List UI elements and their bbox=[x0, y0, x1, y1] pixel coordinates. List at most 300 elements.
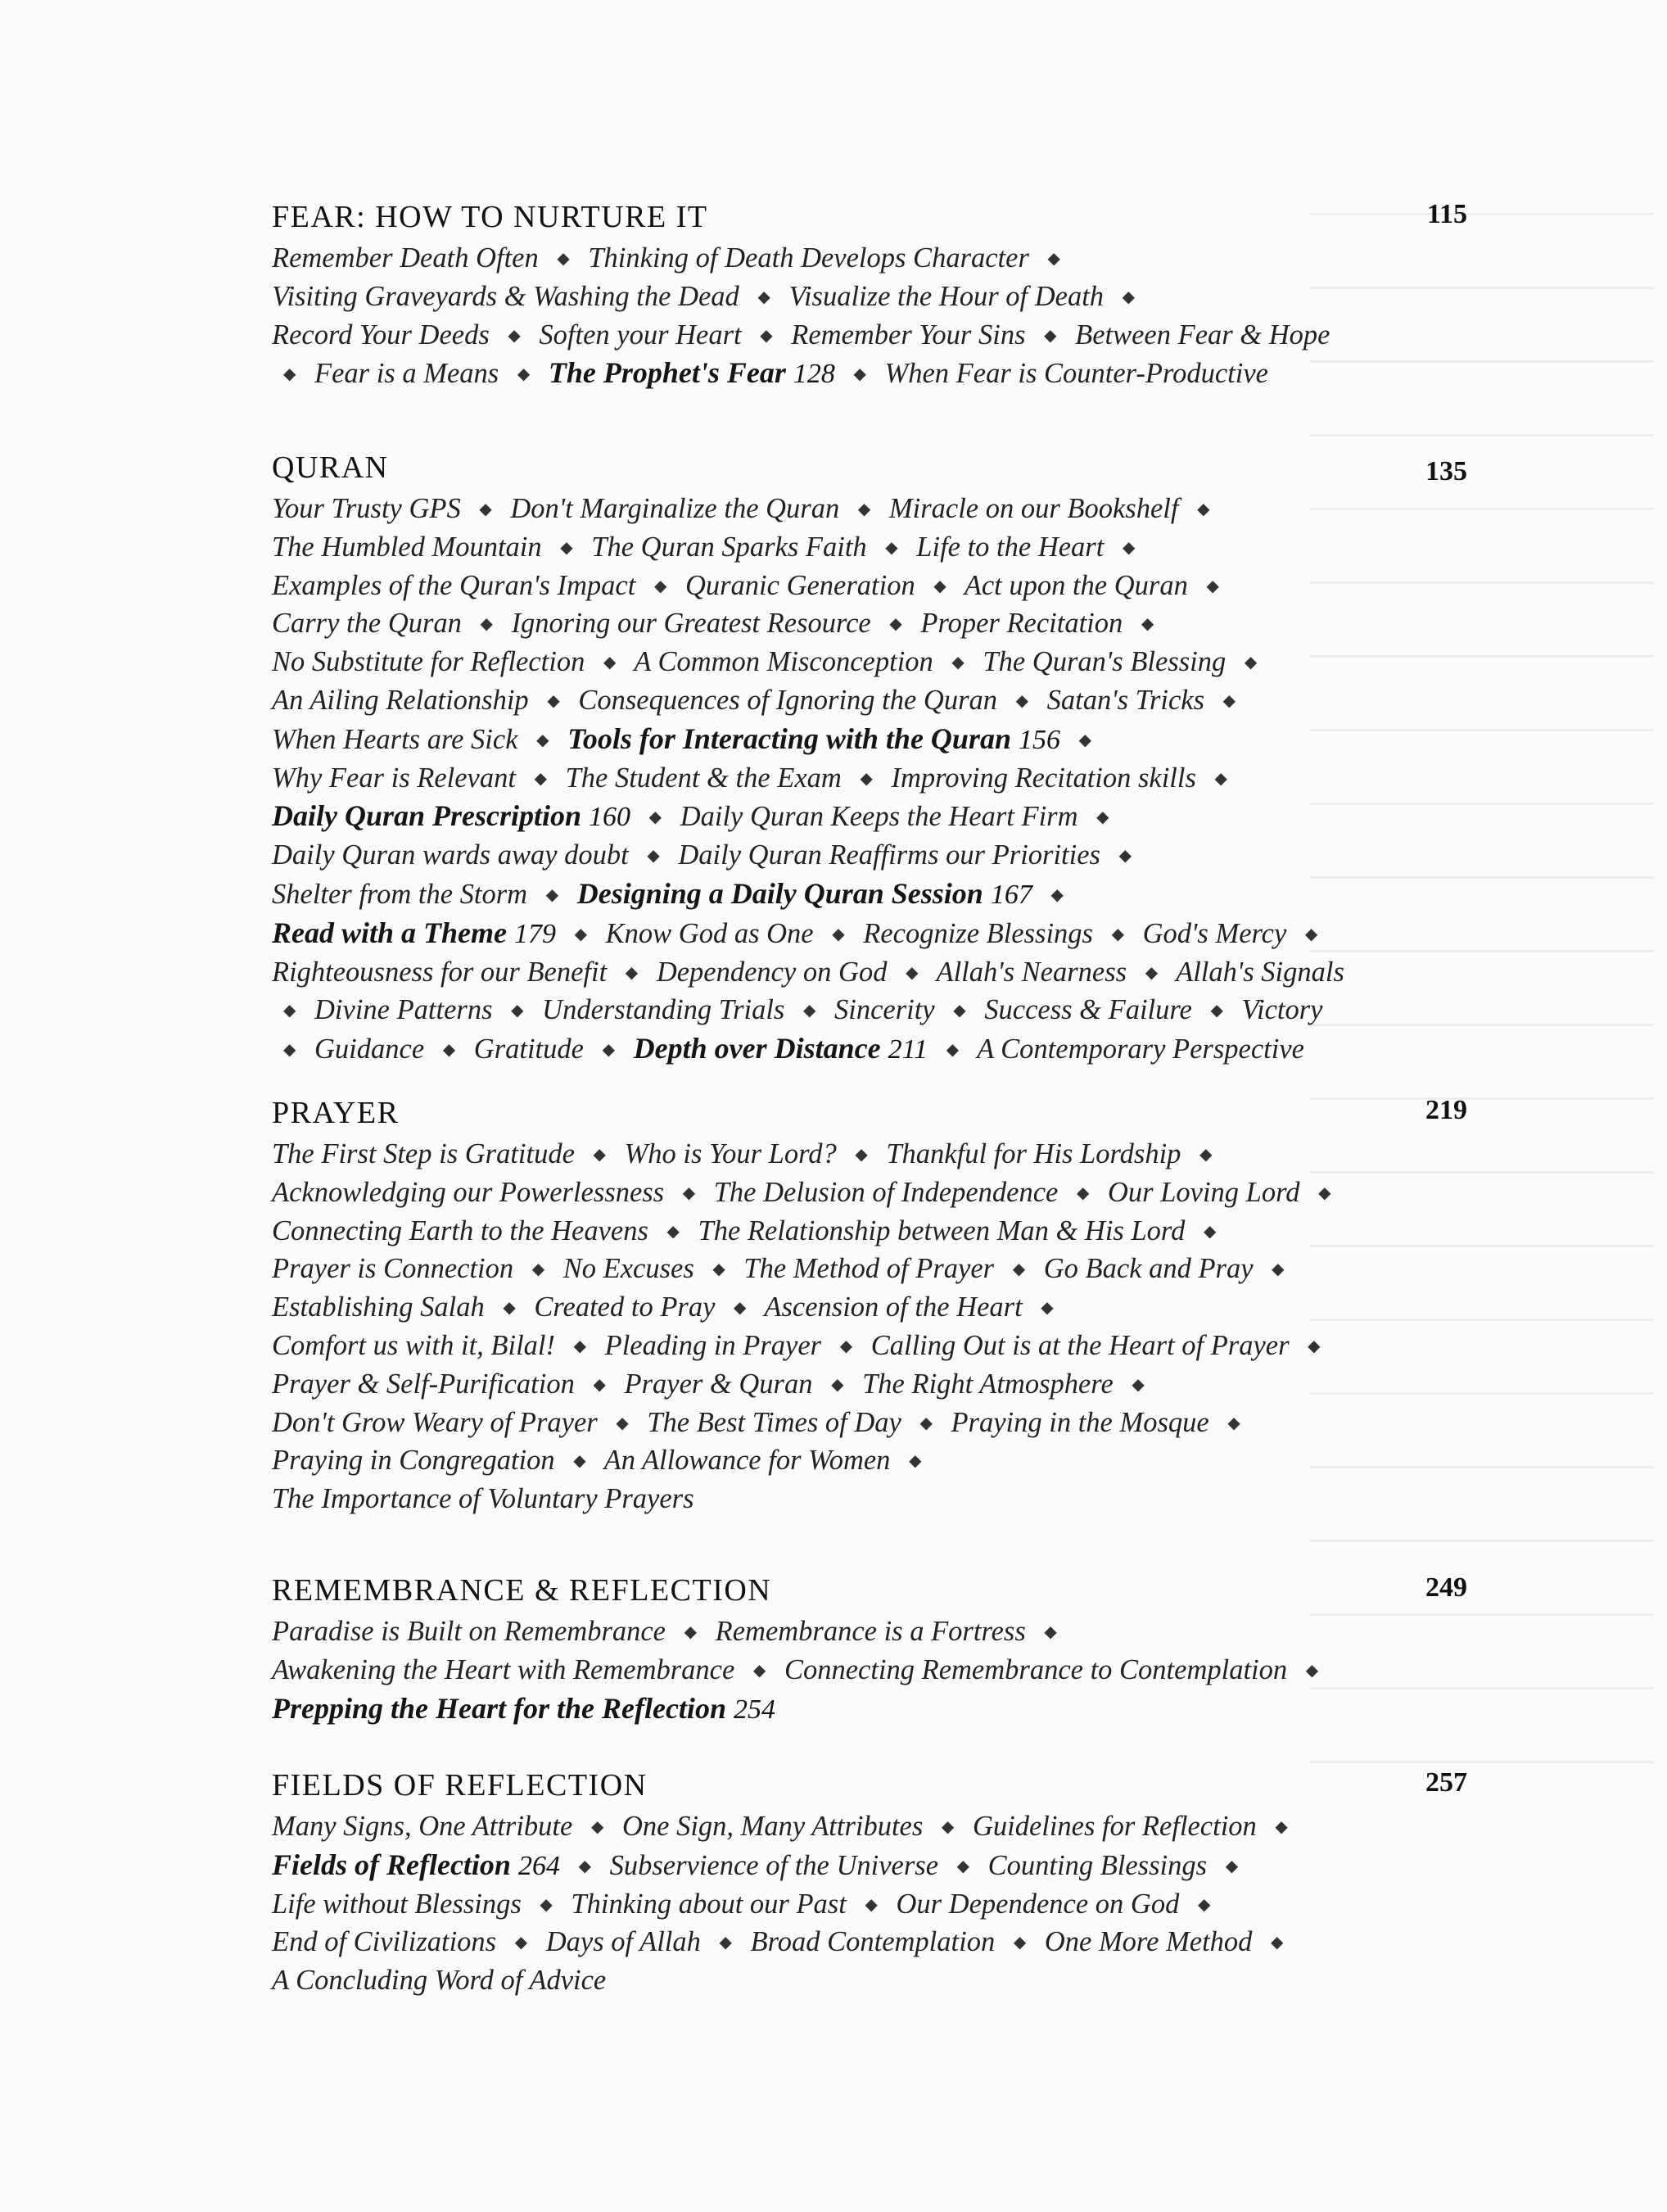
toc-section bbox=[272, 1095, 1467, 1518]
diamond-separator-icon: ◆ bbox=[283, 1041, 296, 1060]
diamond-separator-icon: ◆ bbox=[590, 1818, 604, 1836]
diamond-separator-icon: ◆ bbox=[1012, 1260, 1026, 1279]
subsection-topic bbox=[272, 1848, 560, 1881]
topic-label: When Hearts are Sick bbox=[272, 723, 518, 755]
topic-item bbox=[272, 493, 461, 524]
section-title: FEAR: HOW TO NURTURE IT bbox=[272, 200, 708, 234]
diamond-separator-icon: ◆ bbox=[1050, 885, 1064, 904]
diamond-separator-icon: ◆ bbox=[574, 925, 588, 943]
diamond-separator-icon: ◆ bbox=[909, 1452, 922, 1471]
topic-item bbox=[272, 1253, 513, 1284]
subsection-topic bbox=[549, 356, 835, 389]
topic-item bbox=[657, 957, 888, 988]
topic-item bbox=[1176, 957, 1344, 988]
diamond-separator-icon: ◆ bbox=[1275, 1818, 1288, 1836]
diamond-separator-icon: ◆ bbox=[573, 1337, 587, 1355]
subsection-topic bbox=[577, 877, 1032, 910]
section-heading bbox=[272, 1095, 1467, 1136]
diamond-separator-icon: ◆ bbox=[1222, 691, 1236, 710]
section-title: FIELDS OF REFLECTION bbox=[272, 1768, 648, 1803]
topic-label: An Allowance for Women bbox=[603, 1445, 891, 1477]
topic-label: One More Method bbox=[1044, 1926, 1253, 1958]
diamond-separator-icon: ◆ bbox=[283, 365, 296, 384]
topic-label: When Fear is Counter-Productive bbox=[884, 358, 1268, 390]
topic-label: Dependency on God bbox=[656, 956, 888, 988]
diamond-separator-icon: ◆ bbox=[653, 577, 667, 595]
topic-item bbox=[272, 762, 516, 794]
topic-label: Ascension of the Heart bbox=[764, 1291, 1023, 1323]
topic-label: Satan's Tricks bbox=[1046, 684, 1205, 716]
topic-item bbox=[634, 646, 933, 677]
topic-item bbox=[1044, 1253, 1254, 1284]
topic-item bbox=[272, 570, 635, 601]
diamond-separator-icon: ◆ bbox=[760, 326, 773, 345]
topic-label: A Contemporary Perspective bbox=[977, 1034, 1304, 1065]
topic-label: Consequences of Ignoring the Quran bbox=[578, 684, 998, 716]
topic-label: Improving Recitation skills bbox=[891, 762, 1196, 794]
topic-item bbox=[885, 358, 1268, 389]
topic-label: Paradise is Built on Remembrance bbox=[272, 1616, 666, 1647]
topic-label: Prayer is Connection bbox=[272, 1253, 514, 1285]
topic-page-number: 211 bbox=[888, 1034, 928, 1065]
topic-item bbox=[1047, 685, 1204, 716]
diamond-separator-icon: ◆ bbox=[534, 769, 547, 788]
topic-label: The Delusion of Independence bbox=[713, 1176, 1059, 1208]
topic-item bbox=[871, 1330, 1290, 1361]
topic-label: Designing a Daily Quran Session bbox=[576, 876, 983, 910]
topic-item bbox=[272, 608, 462, 639]
diamond-separator-icon: ◆ bbox=[1047, 250, 1060, 268]
diamond-separator-icon: ◆ bbox=[536, 731, 549, 749]
topic-page-number: 264 bbox=[517, 1850, 560, 1881]
topic-list bbox=[272, 1136, 1353, 1518]
topic-label: Fields of Reflection bbox=[272, 1848, 511, 1881]
topic-label: End of Civilizations bbox=[272, 1926, 497, 1958]
diamond-separator-icon: ◆ bbox=[283, 1002, 296, 1020]
topic-label: Don't Grow Weary of Prayer bbox=[272, 1406, 598, 1438]
diamond-separator-icon: ◆ bbox=[1132, 1375, 1145, 1394]
topic-item bbox=[1241, 994, 1322, 1025]
topic-item bbox=[314, 994, 493, 1025]
topic-item bbox=[920, 608, 1123, 639]
topic-item bbox=[474, 1034, 584, 1065]
topic-label: Victory bbox=[1241, 994, 1323, 1026]
diamond-separator-icon: ◆ bbox=[647, 847, 660, 866]
topic-label: Shelter from the Storm bbox=[272, 878, 528, 910]
diamond-separator-icon: ◆ bbox=[1199, 1146, 1213, 1164]
topic-label: Who is Your Lord? bbox=[624, 1138, 837, 1169]
diamond-separator-icon: ◆ bbox=[1044, 326, 1057, 345]
topic-label: Life without Blessings bbox=[272, 1888, 522, 1920]
diamond-separator-icon: ◆ bbox=[1203, 1222, 1217, 1241]
diamond-separator-icon: ◆ bbox=[734, 1299, 747, 1318]
topic-item bbox=[610, 1850, 938, 1881]
section-heading bbox=[272, 450, 1467, 491]
topic-item bbox=[889, 493, 1179, 524]
topic-label: Prepping the Heart for the Reflection bbox=[272, 1691, 726, 1725]
topic-item bbox=[512, 608, 871, 639]
diamond-separator-icon: ◆ bbox=[1013, 1934, 1027, 1952]
diamond-separator-icon: ◆ bbox=[684, 1623, 698, 1641]
topic-item bbox=[892, 762, 1196, 794]
topic-label: Life to the Heart bbox=[916, 531, 1105, 563]
topic-item bbox=[272, 1368, 575, 1400]
topic-item bbox=[546, 1926, 701, 1957]
topic-label: Praying in Congregation bbox=[272, 1445, 555, 1477]
diamond-separator-icon: ◆ bbox=[480, 615, 493, 634]
topic-item bbox=[272, 1483, 694, 1514]
topic-item bbox=[984, 994, 1192, 1025]
topic-label: Praying in the Mosque bbox=[951, 1406, 1209, 1438]
topic-label: The Relationship between Man & His Lord bbox=[698, 1215, 1186, 1246]
subsection-topic bbox=[634, 1032, 928, 1065]
diamond-separator-icon: ◆ bbox=[1197, 1895, 1211, 1914]
topic-item bbox=[951, 1407, 1208, 1438]
topic-label: Thinking about our Past bbox=[571, 1888, 847, 1920]
topic-item bbox=[977, 1034, 1304, 1065]
topic-item bbox=[604, 1445, 891, 1476]
topic-item bbox=[678, 839, 1100, 871]
diamond-separator-icon: ◆ bbox=[889, 615, 902, 634]
diamond-separator-icon: ◆ bbox=[602, 1041, 615, 1060]
diamond-separator-icon: ◆ bbox=[1197, 500, 1210, 518]
topic-item bbox=[272, 532, 542, 563]
diamond-separator-icon: ◆ bbox=[853, 365, 866, 384]
toc-section bbox=[272, 199, 1467, 394]
topic-item bbox=[272, 1654, 734, 1685]
topic-label: No Substitute for Reflection bbox=[272, 646, 585, 678]
diamond-separator-icon: ◆ bbox=[508, 326, 521, 345]
topic-item bbox=[751, 1926, 996, 1957]
topic-item bbox=[788, 281, 1104, 312]
topic-item bbox=[272, 1616, 666, 1647]
topic-item bbox=[566, 762, 842, 794]
topic-item bbox=[272, 1926, 496, 1957]
section-page-number: 219 bbox=[1425, 1095, 1467, 1125]
topic-item bbox=[764, 1291, 1022, 1323]
toc-section bbox=[272, 450, 1467, 1070]
diamond-separator-icon: ◆ bbox=[1227, 1414, 1240, 1432]
topic-label: Subservience of the Universe bbox=[609, 1849, 939, 1881]
diamond-separator-icon: ◆ bbox=[1318, 1183, 1331, 1202]
diamond-separator-icon: ◆ bbox=[712, 1260, 725, 1279]
diamond-separator-icon: ◆ bbox=[1111, 925, 1124, 943]
topic-label: Calling Out is at the Heart of Prayer bbox=[870, 1329, 1290, 1361]
diamond-separator-icon: ◆ bbox=[860, 769, 873, 788]
diamond-separator-icon: ◆ bbox=[1122, 287, 1136, 306]
topic-label: Our Dependence on God bbox=[896, 1888, 1180, 1920]
topic-label: Examples of the Quran's Impact bbox=[272, 569, 636, 601]
diamond-separator-icon: ◆ bbox=[1305, 1661, 1319, 1680]
diamond-separator-icon: ◆ bbox=[573, 1452, 586, 1471]
diamond-separator-icon: ◆ bbox=[517, 365, 531, 384]
topic-label: Prayer & Self-Purification bbox=[272, 1368, 575, 1400]
topic-item bbox=[542, 994, 784, 1025]
topic-item bbox=[988, 1850, 1207, 1881]
topic-label: The Student & the Exam bbox=[565, 762, 842, 794]
diamond-separator-icon: ◆ bbox=[625, 963, 639, 982]
topic-label: Guidelines for Reflection bbox=[972, 1811, 1257, 1842]
diamond-separator-icon: ◆ bbox=[531, 1260, 545, 1279]
topic-label: Connecting Earth to the Heavens bbox=[272, 1215, 648, 1246]
section-title: QURAN bbox=[272, 450, 389, 485]
topic-label: The Quran Sparks Faith bbox=[591, 531, 867, 563]
topic-page-number: 254 bbox=[733, 1694, 775, 1725]
topic-item bbox=[965, 570, 1188, 601]
topic-item bbox=[534, 1291, 715, 1323]
topic-item bbox=[272, 724, 518, 755]
topic-label: An Ailing Relationship bbox=[272, 684, 529, 716]
topic-item bbox=[563, 1253, 694, 1284]
topic-label: The Method of Prayer bbox=[743, 1253, 995, 1285]
topic-label: Pleading in Prayer bbox=[604, 1329, 822, 1361]
diamond-separator-icon: ◆ bbox=[1210, 1002, 1223, 1020]
topic-item bbox=[272, 1811, 572, 1842]
topic-item bbox=[625, 1138, 837, 1169]
diamond-separator-icon: ◆ bbox=[557, 250, 570, 268]
diamond-separator-icon: ◆ bbox=[839, 1337, 853, 1355]
topic-label: Daily Quran Reaffirms our Priorities bbox=[678, 839, 1100, 871]
diamond-separator-icon: ◆ bbox=[1206, 577, 1219, 595]
topic-item bbox=[272, 685, 529, 716]
diamond-separator-icon: ◆ bbox=[1141, 615, 1154, 634]
diamond-separator-icon: ◆ bbox=[578, 1857, 591, 1875]
topic-item bbox=[314, 358, 499, 389]
topic-label: The Prophet's Fear bbox=[548, 356, 786, 390]
topic-item bbox=[272, 1215, 648, 1246]
diamond-separator-icon: ◆ bbox=[1122, 538, 1136, 557]
topic-label: Go Back and Pray bbox=[1043, 1253, 1254, 1285]
diamond-separator-icon: ◆ bbox=[1308, 1337, 1321, 1355]
topic-label: Many Signs, One Attribute bbox=[272, 1811, 573, 1842]
diamond-separator-icon: ◆ bbox=[547, 691, 560, 710]
section-title: PRAYER bbox=[272, 1096, 400, 1130]
diamond-separator-icon: ◆ bbox=[956, 1857, 970, 1875]
topic-label: Days of Allah bbox=[545, 1926, 701, 1958]
topic-label: Our Loving Lord bbox=[1107, 1176, 1300, 1208]
topic-label: Broad Contemplation bbox=[750, 1926, 996, 1958]
topic-label: Thinking of Death Develops Character bbox=[588, 242, 1029, 274]
topic-item bbox=[983, 646, 1226, 677]
topic-item bbox=[272, 1330, 555, 1361]
topic-label: Miracle on our Bookshelf bbox=[888, 493, 1179, 524]
diamond-separator-icon: ◆ bbox=[1096, 808, 1109, 827]
topic-label: Quranic Generation bbox=[684, 569, 915, 601]
topic-item bbox=[272, 1177, 664, 1208]
diamond-separator-icon: ◆ bbox=[1041, 1299, 1054, 1318]
topic-item bbox=[716, 1616, 1026, 1647]
topic-item bbox=[886, 1138, 1181, 1169]
diamond-separator-icon: ◆ bbox=[593, 1375, 606, 1394]
diamond-separator-icon: ◆ bbox=[1076, 1183, 1090, 1202]
topic-item bbox=[272, 879, 527, 910]
subsection-topic bbox=[272, 1692, 775, 1725]
diamond-separator-icon: ◆ bbox=[885, 538, 898, 557]
toc-section bbox=[272, 1767, 1467, 2000]
topic-item bbox=[784, 1654, 1287, 1685]
topic-label: Connecting Remembrance to Contemplation bbox=[784, 1653, 1288, 1685]
topic-page-number: 179 bbox=[514, 918, 556, 949]
topic-label: Guidance bbox=[314, 1034, 425, 1065]
diamond-separator-icon: ◆ bbox=[1304, 925, 1318, 943]
topic-item bbox=[791, 319, 1025, 351]
diamond-separator-icon: ◆ bbox=[682, 1183, 696, 1202]
topic-label: A Concluding Word of Advice bbox=[272, 1965, 607, 1997]
diamond-separator-icon: ◆ bbox=[752, 1661, 766, 1680]
diamond-separator-icon: ◆ bbox=[514, 1934, 528, 1952]
topic-item bbox=[714, 1177, 1059, 1208]
diamond-separator-icon: ◆ bbox=[593, 1146, 606, 1164]
diamond-separator-icon: ◆ bbox=[933, 577, 946, 595]
section-page-number: 257 bbox=[1425, 1767, 1467, 1798]
diamond-separator-icon: ◆ bbox=[831, 1375, 844, 1394]
topic-label: Awakening the Heart with Remembrance bbox=[272, 1653, 735, 1685]
diamond-separator-icon: ◆ bbox=[666, 1222, 680, 1241]
topic-item bbox=[578, 685, 997, 716]
diamond-separator-icon: ◆ bbox=[442, 1041, 456, 1060]
topic-label: Establishing Salah bbox=[272, 1291, 485, 1323]
topic-label: Righteousness for our Benefit bbox=[272, 956, 608, 988]
topic-label: Your Trusty GPS bbox=[272, 493, 461, 524]
topic-item bbox=[272, 646, 585, 677]
topic-label: Depth over Distance bbox=[633, 1032, 881, 1065]
topic-item bbox=[622, 1811, 923, 1842]
topic-list bbox=[272, 1613, 1353, 1728]
topic-page-number: 167 bbox=[990, 879, 1032, 910]
subsection-topic bbox=[272, 799, 630, 832]
topic-label: Recognize Blessings bbox=[863, 917, 1093, 949]
topic-label: Acknowledging our Powerlessness bbox=[272, 1176, 665, 1208]
diamond-separator-icon: ◆ bbox=[648, 808, 662, 827]
topic-label: Tools for Interacting with the Quran bbox=[567, 722, 1011, 755]
topic-label: Allah's Nearness bbox=[936, 956, 1127, 988]
topic-item bbox=[1075, 319, 1330, 351]
topic-item bbox=[862, 1368, 1114, 1400]
topic-item bbox=[272, 1291, 485, 1323]
subsection-topic bbox=[272, 916, 556, 949]
diamond-separator-icon: ◆ bbox=[857, 500, 871, 518]
topic-label: The Quran's Blessing bbox=[983, 646, 1227, 678]
topic-list bbox=[272, 240, 1353, 394]
topic-label: Visualize the Hour of Death bbox=[788, 280, 1105, 312]
topic-item bbox=[510, 493, 839, 524]
topic-label: Prayer & Quran bbox=[624, 1368, 813, 1400]
diamond-separator-icon: ◆ bbox=[946, 1041, 960, 1060]
topic-item bbox=[272, 1965, 606, 1996]
section-heading bbox=[272, 1572, 1467, 1613]
topic-item bbox=[834, 994, 935, 1025]
topic-label: Carry the Quran bbox=[272, 608, 462, 640]
topic-label: Act upon the Quran bbox=[964, 569, 1188, 601]
topic-item bbox=[591, 532, 866, 563]
diamond-separator-icon: ◆ bbox=[802, 1002, 816, 1020]
diamond-separator-icon: ◆ bbox=[545, 885, 559, 904]
topic-item bbox=[606, 918, 814, 949]
diamond-separator-icon: ◆ bbox=[951, 654, 965, 672]
topic-list bbox=[272, 1808, 1353, 2000]
topic-label: Daily Quran Keeps the Heart Firm bbox=[680, 801, 1078, 833]
topic-label: No Excuses bbox=[562, 1253, 694, 1285]
topic-item bbox=[272, 1445, 555, 1476]
diamond-separator-icon: ◆ bbox=[906, 963, 919, 982]
topic-label: Thankful for His Lordship bbox=[886, 1138, 1181, 1169]
topic-label: Know God as One bbox=[605, 917, 814, 949]
topic-label: The Right Atmosphere bbox=[862, 1368, 1114, 1400]
topic-item bbox=[685, 570, 915, 601]
topic-item bbox=[272, 242, 539, 274]
topic-label: Proper Recitation bbox=[920, 608, 1123, 640]
diamond-separator-icon: ◆ bbox=[855, 1146, 868, 1164]
topic-item bbox=[973, 1811, 1257, 1842]
topic-item bbox=[272, 839, 629, 871]
topic-item bbox=[647, 1407, 901, 1438]
section-heading bbox=[272, 1767, 1467, 1808]
topic-label: The Importance of Voluntary Prayers bbox=[272, 1483, 694, 1515]
diamond-separator-icon: ◆ bbox=[1118, 847, 1132, 866]
topic-item bbox=[272, 281, 739, 312]
topic-label: Comfort us with it, Bilal! bbox=[272, 1329, 555, 1361]
topic-label: Gratitude bbox=[473, 1034, 584, 1065]
diamond-separator-icon: ◆ bbox=[1145, 963, 1159, 982]
subsection-topic bbox=[567, 722, 1060, 755]
topic-item bbox=[571, 1889, 846, 1920]
diamond-separator-icon: ◆ bbox=[919, 1414, 933, 1432]
topic-label: Remember Your Sins bbox=[791, 319, 1026, 351]
topic-label: Understanding Trials bbox=[542, 994, 785, 1026]
diamond-separator-icon: ◆ bbox=[503, 1299, 516, 1318]
diamond-separator-icon: ◆ bbox=[1214, 769, 1227, 788]
topic-label: Allah's Signals bbox=[1176, 956, 1344, 988]
topic-label: Success & Failure bbox=[984, 994, 1192, 1026]
topic-page-number: 128 bbox=[793, 359, 835, 390]
topic-label: Remembrance is a Fortress bbox=[715, 1616, 1026, 1647]
topic-label: The First Step is Gratitude bbox=[272, 1138, 575, 1169]
topic-label: Remember Death Often bbox=[272, 242, 539, 274]
topic-item bbox=[272, 1889, 522, 1920]
diamond-separator-icon: ◆ bbox=[1272, 1260, 1285, 1279]
topic-item bbox=[272, 319, 490, 351]
toc-section bbox=[272, 1572, 1467, 1728]
topic-label: The Humbled Mountain bbox=[272, 531, 542, 563]
section-heading bbox=[272, 199, 1467, 240]
diamond-separator-icon: ◆ bbox=[1015, 691, 1029, 710]
diamond-separator-icon: ◆ bbox=[540, 1895, 553, 1914]
topic-label: Why Fear is Relevant bbox=[272, 762, 516, 794]
topic-label: One Sign, Many Attributes bbox=[621, 1811, 924, 1842]
topic-item bbox=[272, 1407, 598, 1438]
section-page-number: 249 bbox=[1425, 1572, 1467, 1603]
topic-item bbox=[680, 801, 1078, 832]
section-page-number: 115 bbox=[1426, 199, 1467, 229]
diamond-separator-icon: ◆ bbox=[479, 500, 492, 518]
topic-list bbox=[272, 491, 1353, 1070]
topic-label: A Common Misconception bbox=[634, 646, 933, 678]
diamond-separator-icon: ◆ bbox=[616, 1414, 629, 1432]
topic-label: Between Fear & Hope bbox=[1075, 319, 1330, 351]
diamond-separator-icon: ◆ bbox=[953, 1002, 966, 1020]
topic-label: Ignoring our Greatest Resource bbox=[511, 608, 871, 640]
topic-label: Created to Pray bbox=[534, 1291, 716, 1323]
topic-page-number: 156 bbox=[1018, 724, 1060, 755]
topic-item bbox=[605, 1330, 821, 1361]
topic-item bbox=[896, 1889, 1179, 1920]
diamond-separator-icon: ◆ bbox=[603, 654, 617, 672]
topic-item bbox=[1045, 1926, 1253, 1957]
section-title: REMEMBRANCE & REFLECTION bbox=[272, 1573, 772, 1608]
topic-label: Fear is a Means bbox=[314, 358, 499, 390]
topic-item bbox=[625, 1368, 813, 1400]
topic-item bbox=[272, 957, 607, 988]
